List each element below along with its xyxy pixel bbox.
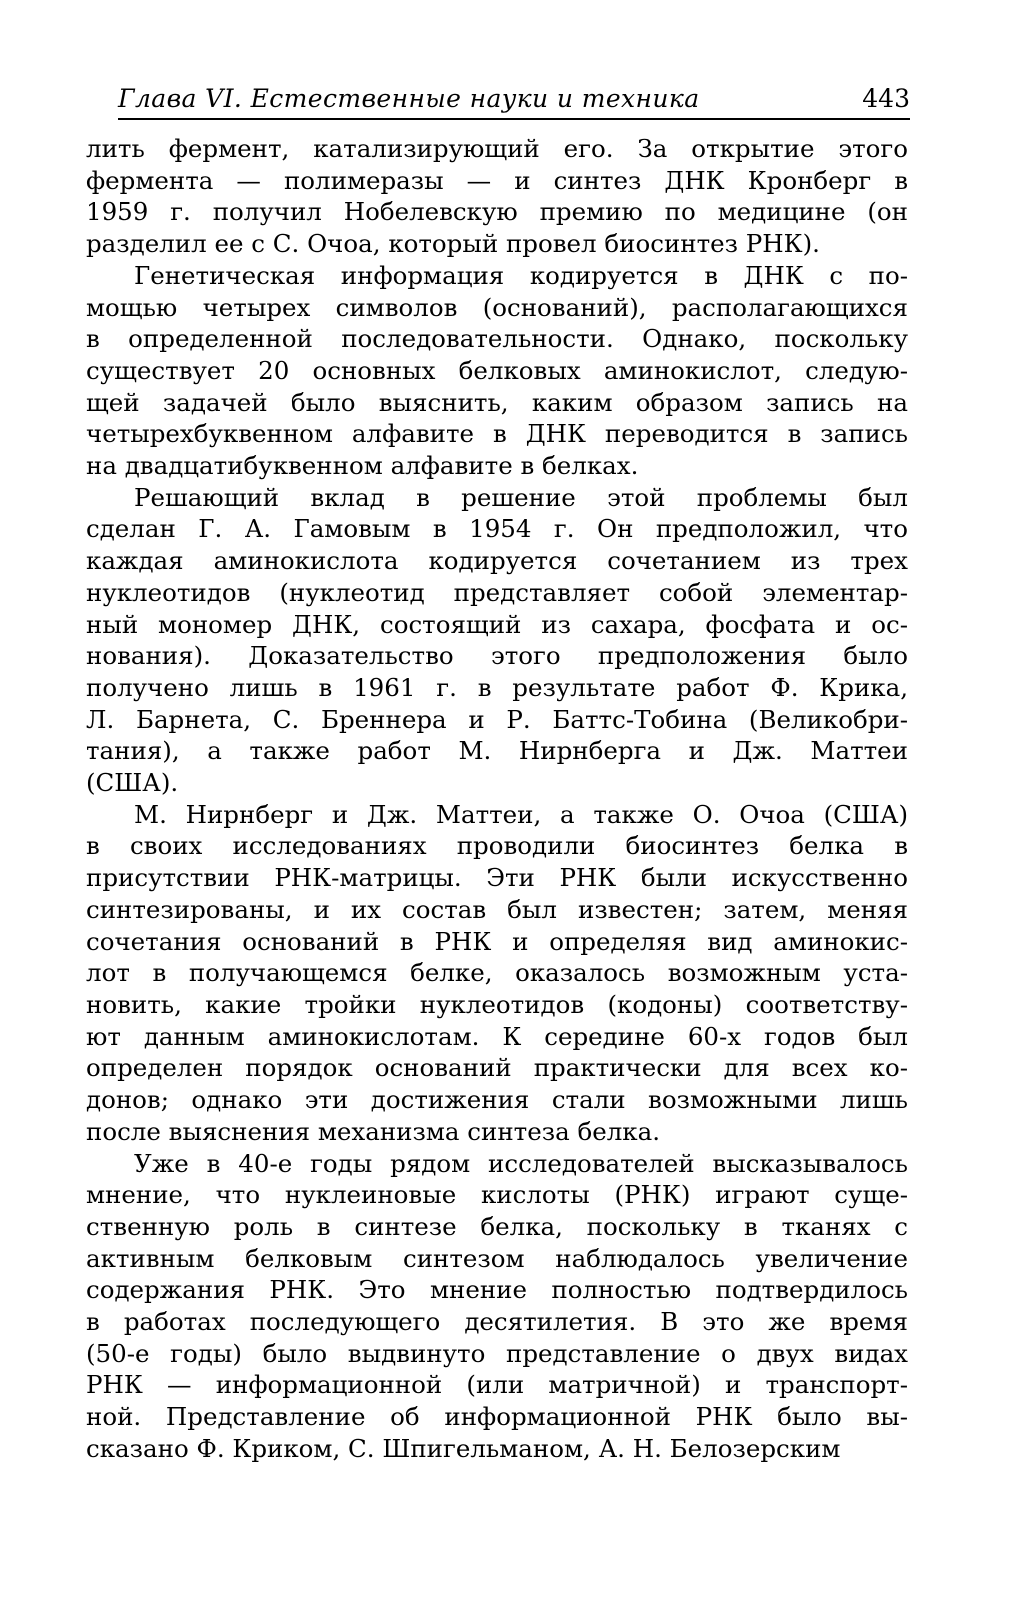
text-line: (50-е годы) было выдвинуто представление о двух видах [86, 1338, 908, 1368]
text-line: в своих исследованиях проводили биосинтез белка в [86, 831, 908, 861]
text-line: тания), а также работ М. Нирнберга и Дж. Маттеи [86, 736, 908, 766]
header-rule [118, 118, 910, 120]
paragraph [86, 1148, 908, 1465]
text-line: М. Нирнберг и Дж. Маттеи, а также О. Очоа (США) [134, 799, 908, 829]
paragraph [86, 799, 908, 1148]
text-line: активным белковым синтезом наблюдалось увеличение [86, 1243, 908, 1273]
text-line: четырехбуквенном алфавите в ДНК переводится в запись [86, 419, 908, 449]
text-line: Генетическая информация кодируется в ДНК с по- [134, 260, 908, 290]
text-line: новить, какие тройки нуклеотидов (кодоны) соответству- [86, 989, 908, 1019]
text-line: после выяснения механизма синтеза белка. [86, 1116, 661, 1146]
text-line: Решающий вклад в решение этой проблемы был [134, 482, 908, 512]
text-line: щей задачей было выяснить, каким образом запись на [86, 387, 908, 417]
text-line: в определенной последовательности. Однако, поскольку [86, 324, 908, 354]
text-line: сделан Г. А. Гамовым в 1954 г. Он предположил, что [86, 514, 908, 544]
text-line: содержания РНК. Это мнение полностью подтвердилось [86, 1275, 908, 1305]
text-line: синтезированы, и их состав был известен; затем, меняя [86, 894, 908, 924]
text-line: Уже в 40-е годы рядом исследователей высказывалось [134, 1148, 908, 1178]
text-line: каждая аминокислота кодируется сочетанием из трех [86, 546, 908, 576]
page-number: 443 [862, 84, 910, 113]
text-line: сочетания оснований в РНК и определяя вид аминокис- [86, 926, 908, 956]
text-line: определен порядок оснований практически для всех ко- [86, 1053, 908, 1083]
text-line: ют данным аминокислотам. К середине 60-х годов был [86, 1021, 908, 1051]
text-line: нуклеотидов (нуклеотид представляет собой элементар- [86, 577, 908, 607]
running-head [118, 84, 910, 116]
paragraph [86, 482, 908, 799]
text-line: существует 20 основных белковых аминокислот, следую- [86, 355, 908, 385]
chapter-title: Глава VI. Естественные науки и техника [118, 84, 700, 113]
text-line: нования). Доказательство этого предположения было [86, 641, 908, 671]
paragraph [86, 260, 908, 482]
text-line: лить фермент, катализирующий его. За открытие этого [86, 134, 908, 163]
body-text [86, 133, 908, 1465]
text-line: на двадцатибуквенном алфавите в белках. [86, 451, 639, 481]
text-line: присутствии РНК-матрицы. Эти РНК были искусственно [86, 863, 908, 893]
text-line: лот в получающемся белке, оказалось возможным уста- [86, 958, 908, 988]
text-line: в работах последующего десятилетия. В это же время [86, 1307, 908, 1337]
text-line: разделил ее с С. Очоа, который провел биосинтез РНК). [86, 229, 820, 259]
text-line: ной. Представление об информационной РНК было вы- [86, 1402, 908, 1432]
text-line: РНК — информационной (или матричной) и транспорт- [86, 1370, 908, 1400]
text-line: (США). [86, 768, 179, 798]
text-line: донов; однако эти достижения стали возможными лишь [86, 1085, 908, 1115]
text-line: ный мономер ДНК, состоящий из сахара, фосфата и ос- [86, 609, 908, 639]
text-line: фермента — полимеразы — и синтез ДНК Кронберг в [86, 165, 908, 195]
text-line: мнение, что нуклеиновые кислоты (РНК) играют суще- [86, 1180, 908, 1210]
text-line: Л. Барнета, С. Бреннера и Р. Баттс-Тобина (Великобри- [86, 704, 908, 734]
text-line: мощью четырех символов (оснований), располагающихся [86, 292, 908, 322]
text-line: 1959 г. получил Нобелевскую премию по медицине (он [86, 197, 908, 227]
text-line: ственную роль в синтезе белка, поскольку в тканях с [86, 1211, 908, 1241]
paragraph [86, 133, 908, 260]
text-line: сказано Ф. Криком, С. Шпигельманом, А. Н. Белозерским [86, 1433, 841, 1463]
text-line: получено лишь в 1961 г. в результате работ Ф. Крика, [86, 672, 908, 702]
